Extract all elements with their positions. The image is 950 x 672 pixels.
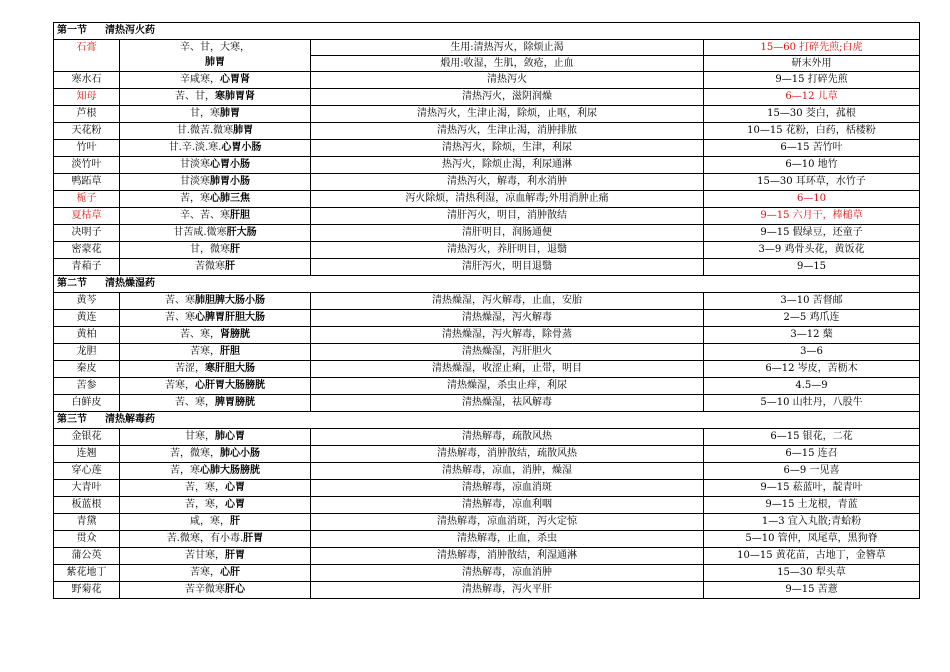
herb-dose: 15—30 茭白，菰根 (704, 106, 920, 123)
herb-channel: 肺胃 (220, 108, 240, 119)
herb-dose: 3—9 鸡骨头花，黄饭花 (704, 242, 920, 259)
herb-effect: 清热泻火，解毒，利水消肿 (311, 174, 704, 191)
table-row (54, 157, 920, 174)
herb-dose: 10—15 黄花苗，古地丁，金簪草 (704, 548, 920, 565)
herb-name: 贯众 (54, 531, 120, 548)
herb-dose: 9—15 六月干，棒槌草 (704, 208, 920, 225)
table-row (54, 106, 920, 123)
herb-dose: 3—6 (704, 344, 920, 361)
section-title: 清热泻火药 (105, 25, 155, 36)
herb-nature: 苦寒， (190, 567, 220, 578)
herb-effect: 热泻火，除烦止渴，利尿通淋 (311, 157, 704, 174)
table-row (54, 72, 920, 89)
herb-channel: 肝胃 (225, 550, 245, 561)
herb-name: 紫花地丁 (54, 565, 120, 582)
herb-channel: 心肝 (220, 567, 240, 578)
herb-effect: 清热泻火，生津止渴，消肿排脓 (311, 123, 704, 140)
herb-effect: 清肝泻火，明目，消肿散结 (311, 208, 704, 225)
herb-name: 连翘 (54, 446, 120, 463)
herb-name: 龙胆 (54, 344, 120, 361)
herb-nature: 苦微寒 (195, 261, 225, 272)
herb-dose: 15—60 打碎先煎;白虎 (704, 40, 920, 56)
herb-property (120, 514, 311, 531)
herb-channel: 心胃 (225, 482, 245, 493)
herb-channel: 心肺三焦 (210, 193, 250, 204)
herb-dose: 6—15 银花，二花 (704, 429, 920, 446)
herb-channel: 心胃 (225, 499, 245, 510)
herb-property (120, 480, 311, 497)
herb-property (120, 225, 311, 242)
table-row (54, 208, 920, 225)
herb-dose: 3—10 苦督邮 (704, 293, 920, 310)
herb-channel: 肝 (225, 261, 235, 272)
herb-channel: 肝大肠 (226, 227, 257, 238)
herb-property (120, 140, 311, 157)
herb-dose: 6—10 (704, 191, 920, 208)
herb-channel: 肺胆脾大肠小肠 (195, 295, 265, 306)
table-row (54, 242, 920, 259)
section-title: 清热燥湿药 (105, 278, 155, 289)
herb-name: 白鲜皮 (54, 395, 120, 412)
herb-property (120, 293, 311, 310)
herb-name: 野菊花 (54, 582, 120, 599)
herb-name: 穿心莲 (54, 463, 120, 480)
herb-property (120, 327, 311, 344)
section-header (54, 276, 920, 293)
herb-name: 蒲公英 (54, 548, 120, 565)
herb-name: 黄芩 (54, 293, 120, 310)
herb-channel: 肾膀胱 (220, 329, 250, 340)
herb-effect: 清热解毒，消肿散结，疏散风热 (311, 446, 704, 463)
herb-effect: 清热泻火，养肝明目，退翳 (311, 242, 704, 259)
table-row (54, 395, 920, 412)
section-number: 第一节 (57, 25, 87, 36)
herb-nature: 苦、寒， (175, 397, 215, 408)
herb-nature: 苦，寒 (170, 465, 200, 476)
herb-nature: 甘.微苦.微寒 (176, 125, 234, 136)
herb-channel: 心胃小肠 (221, 142, 262, 153)
herb-effect: 清热燥湿，收涩止痢，止带，明目 (311, 361, 704, 378)
herb-name (54, 56, 120, 72)
table-row (54, 378, 920, 395)
herb-dose: 15—30 犁头草 (704, 565, 920, 582)
table-row (54, 497, 920, 514)
table-row (54, 344, 920, 361)
herb-name: 栀子 (54, 191, 120, 208)
herb-effect: 清肝明目，润肠通便 (311, 225, 704, 242)
herb-dose: 9—15 打碎先煎 (704, 72, 920, 89)
table-row (54, 361, 920, 378)
herb-name: 夏枯草 (54, 208, 120, 225)
table-row (54, 89, 920, 106)
herb-nature: 苦、甘， (175, 91, 215, 102)
table-row (54, 429, 920, 446)
herb-nature: 甘.辛.淡.寒. (168, 142, 222, 153)
herb-property (120, 40, 311, 56)
herb-property (120, 531, 311, 548)
herb-dose: 6—10 地竹 (704, 157, 920, 174)
section-number: 第三节 (57, 414, 87, 425)
herb-effect: 清热解毒，凉血消斑，泻火定惊 (311, 514, 704, 531)
herb-dose: 9—15 (704, 259, 920, 276)
herb-property (120, 72, 311, 89)
herb-effect: 清热解毒，凉血利咽 (311, 497, 704, 514)
herb-name: 天花粉 (54, 123, 120, 140)
herb-nature: 苦寒， (190, 346, 220, 357)
herb-channel: 肝胆 (230, 210, 250, 221)
herb-property (120, 242, 311, 259)
table-row (54, 225, 920, 242)
herb-name: 黄柏 (54, 327, 120, 344)
herb-effect: 清热燥湿，泻火解毒 (311, 310, 704, 327)
herb-channel: 肺胃 (205, 57, 225, 69)
herb-property (120, 429, 311, 446)
herb-name: 秦皮 (54, 361, 120, 378)
herb-property (120, 395, 311, 412)
herb-nature: 甘淡寒 (180, 176, 210, 187)
herb-dose: 4.5—9 (704, 378, 920, 395)
table-row (54, 463, 920, 480)
herb-name: 青葙子 (54, 259, 120, 276)
herb-nature: 苦，寒 (180, 193, 210, 204)
herb-property (120, 89, 311, 106)
herb-effect: 清热燥湿，泻火解毒，除骨蒸 (311, 327, 704, 344)
table-row (54, 531, 920, 548)
herb-property (120, 208, 311, 225)
table-row (54, 174, 920, 191)
herb-dose: 6—15 苦竹叶 (704, 140, 920, 157)
herb-nature: 甘苦咸.微寒 (173, 227, 227, 238)
herb-channel: 心胃肾 (220, 74, 250, 85)
table-row (54, 191, 920, 208)
herb-channel: 肺胃小肠 (210, 176, 250, 187)
table-row (54, 310, 920, 327)
table-row (54, 480, 920, 497)
table-row (54, 582, 920, 599)
herb-property (120, 582, 311, 599)
herb-nature: 甘，寒 (190, 108, 220, 119)
herb-channel: 肝 (230, 516, 240, 527)
herb-nature: 苦寒， (165, 380, 195, 391)
herb-dose: 2—5 鸡爪连 (704, 310, 920, 327)
herb-property (120, 310, 311, 327)
herb-name: 石膏 (54, 40, 120, 56)
herb-channel: 肝 (230, 244, 240, 255)
table-row (54, 514, 920, 531)
herb-property (120, 123, 311, 140)
table-row (54, 259, 920, 276)
table-row (54, 40, 920, 56)
section-number: 第二节 (57, 278, 87, 289)
herb-effect: 清热解毒，止血，杀虫 (311, 531, 704, 548)
herb-dose: 5—10 管仲，凤尾草，黑狗脊 (704, 531, 920, 548)
herb-effect: 生用:清热泻火，除烦止渴 (311, 40, 704, 56)
herb-property (120, 361, 311, 378)
herb-channel: 寒肺胃肾 (215, 91, 255, 102)
herb-nature: 苦、寒 (165, 295, 195, 306)
section-title: 清热解毒药 (105, 414, 155, 425)
herb-nature: 苦、寒 (165, 312, 195, 323)
herb-nature: 苦，微寒， (170, 448, 220, 459)
herb-name: 密蒙花 (54, 242, 120, 259)
herb-channel: 心脾胃肝胆大肠 (195, 312, 265, 323)
herb-nature: 苦甘寒， (185, 550, 225, 561)
herb-name: 寒水石 (54, 72, 120, 89)
herb-dose: 6—15 连召 (704, 446, 920, 463)
section-header-cell (54, 412, 920, 429)
herb-effect: 清热解毒，消肿散结，利湿通淋 (311, 548, 704, 565)
herb-nature: 辛、甘，大寒， (180, 41, 250, 53)
herb-property (120, 344, 311, 361)
herb-effect: 泻火除烦，清热利湿，凉血解毒;外用消肿止痛 (311, 191, 704, 208)
herb-channel: 肺心小肠 (220, 448, 260, 459)
herb-nature: 咸，寒， (190, 516, 230, 527)
herb-nature: 辛咸寒， (180, 74, 220, 85)
herb-effect: 清热泻火，除烦，生津，利尿 (311, 140, 704, 157)
herb-name: 大青叶 (54, 480, 120, 497)
herb-name: 苦参 (54, 378, 120, 395)
herb-name: 竹叶 (54, 140, 120, 157)
herb-dose: 1—3 宜入丸散;青蛤粉 (704, 514, 920, 531)
section-header-cell (54, 23, 920, 40)
herb-channel: 心肝胃大肠膀胱 (195, 380, 265, 391)
herb-dose: 6—9 一见喜 (704, 463, 920, 480)
herb-channel: 脾胃膀胱 (215, 397, 255, 408)
herb-nature: 苦.微寒，有小毒. (166, 533, 244, 544)
herb-effect: 清热解毒，凉血，消肿，燥湿 (311, 463, 704, 480)
herb-effect: 清热解毒，泻火平肝 (311, 582, 704, 599)
herb-property (120, 463, 311, 480)
herb-nature: 甘，微寒 (190, 244, 230, 255)
herb-nature: 甘寒， (185, 431, 215, 442)
herb-nature: 苦，寒， (185, 499, 225, 510)
table-row (54, 293, 920, 310)
herb-name: 板蓝根 (54, 497, 120, 514)
herb-property (120, 497, 311, 514)
herb-dose: 6—12 岑皮，苦枥木 (704, 361, 920, 378)
herb-effect: 清热泻火 (311, 72, 704, 89)
herb-name: 青黛 (54, 514, 120, 531)
herb-effect: 清热解毒，疏散风热 (311, 429, 704, 446)
herb-dose: 3—12 蘖 (704, 327, 920, 344)
table-row (54, 56, 920, 72)
herb-table-body (54, 23, 920, 599)
herb-dose: 9—15 土龙根，青蓝 (704, 497, 920, 514)
herb-dose: 6—12 儿草 (704, 89, 920, 106)
herb-name: 淡竹叶 (54, 157, 120, 174)
herb-property (120, 174, 311, 191)
table-row (54, 123, 920, 140)
herb-effect: 清热解毒，凉血消斑 (311, 480, 704, 497)
herb-nature: 辛、苦、寒 (180, 210, 230, 221)
herb-name: 决明子 (54, 225, 120, 242)
table-row (54, 140, 920, 157)
table-row (54, 327, 920, 344)
section-header (54, 412, 920, 429)
herb-property (120, 191, 311, 208)
herb-effect: 清热燥湿，泻肝胆火 (311, 344, 704, 361)
herb-property (120, 378, 311, 395)
herb-property (120, 446, 311, 463)
herb-dose: 9—15 菘蓝叶，靛青叶 (704, 480, 920, 497)
herb-nature: 苦涩， (175, 363, 205, 374)
herb-nature: 苦、寒， (180, 329, 220, 340)
herb-table (53, 22, 920, 599)
herb-channel: 心胃小肠 (210, 159, 250, 170)
herb-name: 鸭跖草 (54, 174, 120, 191)
herb-dose: 5—10 山牡丹，八股牛 (704, 395, 920, 412)
herb-nature: 苦辛微寒 (185, 584, 225, 595)
herb-effect: 煅用:收湿，生肌，敛疮，止血 (311, 56, 704, 72)
herb-name: 芦根 (54, 106, 120, 123)
herb-effect: 清热燥湿，杀虫止痒，利尿 (311, 378, 704, 395)
herb-nature: 甘淡寒 (180, 159, 210, 170)
herb-property (120, 56, 311, 72)
herb-name: 金银花 (54, 429, 120, 446)
herb-channel: 寒肝胆大肠 (205, 363, 255, 374)
table-row (54, 446, 920, 463)
herb-effect: 清热解毒，凉血消肿 (311, 565, 704, 582)
herb-effect: 清热泻火，生津止渴，除烦，止呕，利尿 (311, 106, 704, 123)
herb-dose: 15—30 耳环草，水竹子 (704, 174, 920, 191)
herb-channel: 肺心胃 (215, 431, 245, 442)
herb-property (120, 259, 311, 276)
herb-effect: 清肝泻火，明目退翳 (311, 259, 704, 276)
herb-name: 黄连 (54, 310, 120, 327)
section-header (54, 23, 920, 40)
herb-property (120, 565, 311, 582)
herb-dose: 10—15 花粉，白药，栝楼粉 (704, 123, 920, 140)
herb-channel: 肝心 (225, 584, 245, 595)
herb-nature: 苦，寒， (185, 482, 225, 493)
herb-channel: 心肺大肠膀胱 (200, 465, 260, 476)
table-row (54, 565, 920, 582)
herb-dose: 研末外用 (704, 56, 920, 72)
section-header-cell (54, 276, 920, 293)
herb-effect: 清热泻火，滋阴润燥 (311, 89, 704, 106)
herb-property (120, 548, 311, 565)
herb-name: 知母 (54, 89, 120, 106)
herb-channel: 肝胃 (243, 533, 264, 544)
herb-property (120, 106, 311, 123)
herb-channel: 肝胆 (220, 346, 240, 357)
herb-property (120, 157, 311, 174)
table-row (54, 548, 920, 565)
herb-channel: 肺胃 (233, 125, 254, 136)
herb-dose: 9—15 假绿豆，还童子 (704, 225, 920, 242)
herb-dose: 9—15 苦薏 (704, 582, 920, 599)
herb-effect: 清热燥湿，泻火解毒，止血，安胎 (311, 293, 704, 310)
herb-effect: 清热燥湿，祛风解毒 (311, 395, 704, 412)
